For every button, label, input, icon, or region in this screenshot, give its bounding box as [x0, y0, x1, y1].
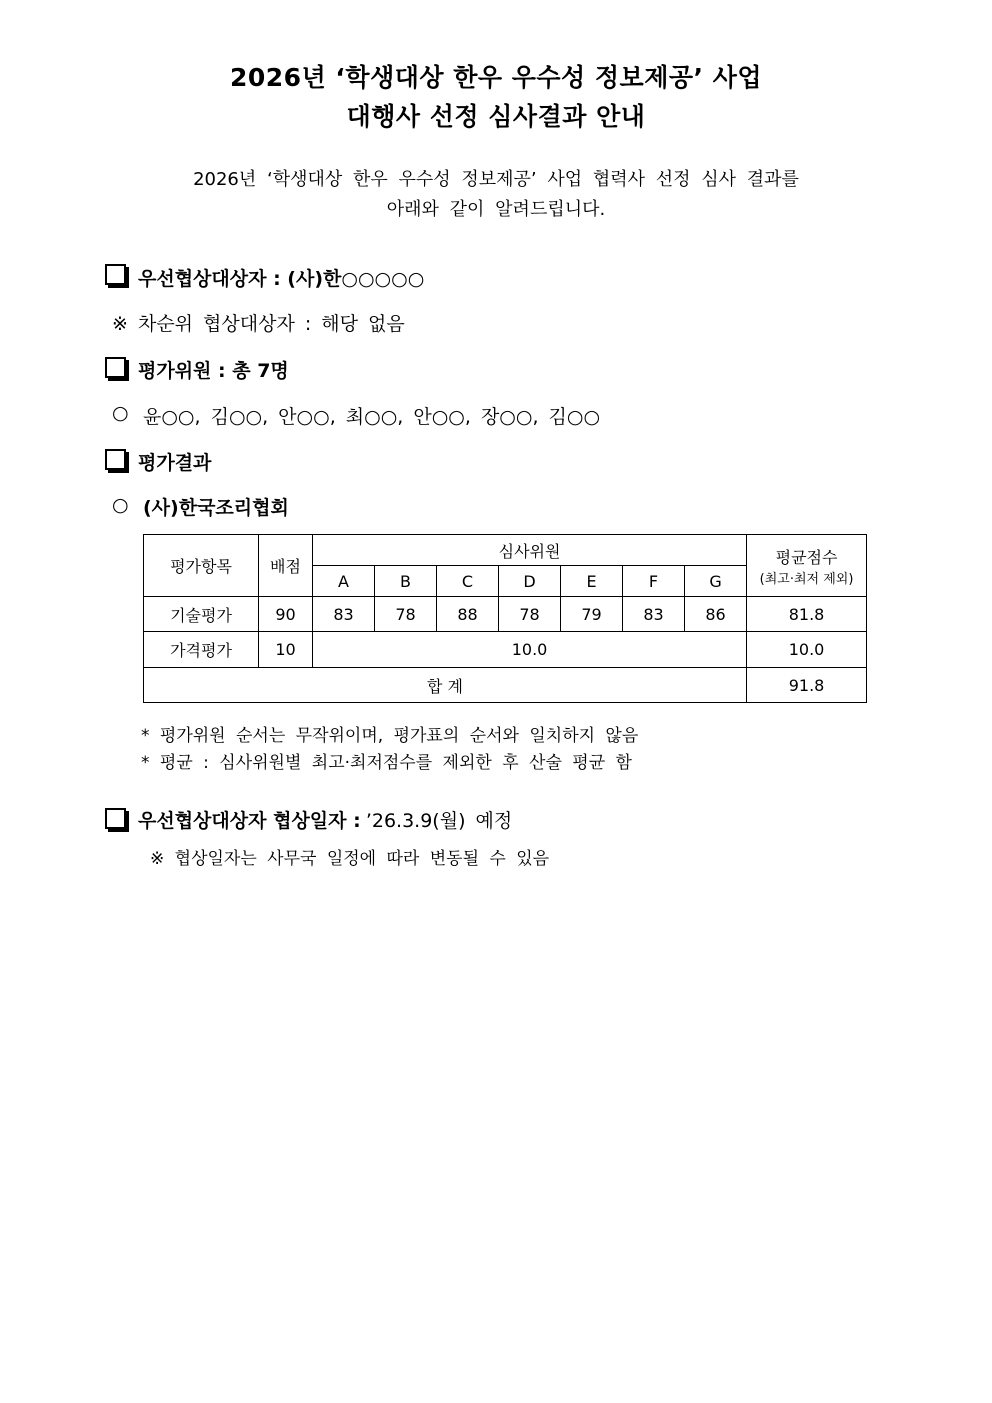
- judge-value: 83: [623, 597, 685, 632]
- checkbox-square-icon: [105, 357, 126, 378]
- judge-header: G: [685, 566, 747, 597]
- doc-title-line2: 대행사 선정 심사결과 안내: [346, 102, 646, 131]
- judge-header: F: [623, 566, 685, 597]
- checkbox-square-icon: [105, 264, 126, 285]
- header-average-label: 평균점수: [775, 547, 838, 567]
- row-score: 90: [259, 597, 313, 632]
- judge-value: 83: [313, 597, 375, 632]
- negotiation-date-value: ’26.3.9(월) 예정: [365, 810, 513, 832]
- judge-header: C: [437, 566, 499, 597]
- judge-header: D: [499, 566, 561, 597]
- row-item: 기술평가: [144, 597, 259, 632]
- intro-line1: 2026년 ‘학생대상 한우 우수성 정보제공’ 사업 협력사 선정 심사 결과를: [193, 169, 799, 190]
- row-item: 가격평가: [144, 632, 259, 668]
- merged-judge-value: 10.0: [313, 632, 747, 668]
- judge-header: E: [561, 566, 623, 597]
- circle-bullet-icon: ○: [112, 494, 129, 516]
- checkbox-square-icon: [105, 449, 126, 470]
- negotiation-date-line: [138, 806, 512, 833]
- header-judges: 심사위원: [313, 535, 747, 566]
- judge-value: 78: [375, 597, 437, 632]
- header-average-sub: (최고·최저 제외): [759, 571, 854, 587]
- negotiation-date-note: ※ 협상일자는 사무국 일정에 따라 변동될 수 있음: [150, 849, 550, 869]
- doc-title-line1: 2026년 ‘학생대상 한우 우수성 정보제공’ 사업: [230, 63, 762, 92]
- total-row: [144, 668, 867, 703]
- evaluator-names: 윤○○, 김○○, 안○○, 최○○, 안○○, 장○○, 김○○: [143, 406, 601, 428]
- judge-header: B: [375, 566, 437, 597]
- total-value: 91.8: [747, 668, 867, 703]
- circle-bullet-icon: ○: [112, 402, 129, 424]
- total-label: 합 계: [144, 668, 747, 703]
- judge-value: 88: [437, 597, 499, 632]
- row-score: 10: [259, 632, 313, 668]
- evaluation-table: [143, 534, 867, 703]
- checkbox-square-icon: [105, 808, 126, 829]
- second-bidder-note: ※ 차순위 협상대상자 : 해당 없음: [112, 313, 405, 335]
- intro-line2: 아래와 같이 알려드립니다.: [386, 199, 606, 220]
- header-eval-item: 평가항목: [144, 535, 259, 597]
- judge-value: 86: [685, 597, 747, 632]
- table-row: [144, 632, 867, 668]
- table-row: [144, 597, 867, 632]
- preferred-bidder-label: 우선협상대상자 : (사)한○○○○○: [138, 268, 425, 290]
- negotiation-date-label: 우선협상대상자 협상일자 :: [138, 810, 361, 832]
- row-average: 10.0: [747, 632, 867, 668]
- organization-name: (사)한국조리협회: [143, 497, 289, 519]
- evaluation-result-label: 평가결과: [138, 452, 212, 474]
- row-average: 81.8: [747, 597, 867, 632]
- header-average: [747, 535, 867, 597]
- footnote: * 평균 : 심사위원별 최고·최저점수를 제외한 후 산술 평균 함: [141, 753, 632, 773]
- judge-value: 78: [499, 597, 561, 632]
- judge-header: A: [313, 566, 375, 597]
- judge-value: 79: [561, 597, 623, 632]
- evaluators-label: 평가위원 : 총 7명: [138, 360, 289, 382]
- footnote: * 평가위원 순서는 무작위이며, 평가표의 순서와 일치하지 않음: [141, 726, 639, 746]
- header-max-score: 배점: [259, 535, 313, 597]
